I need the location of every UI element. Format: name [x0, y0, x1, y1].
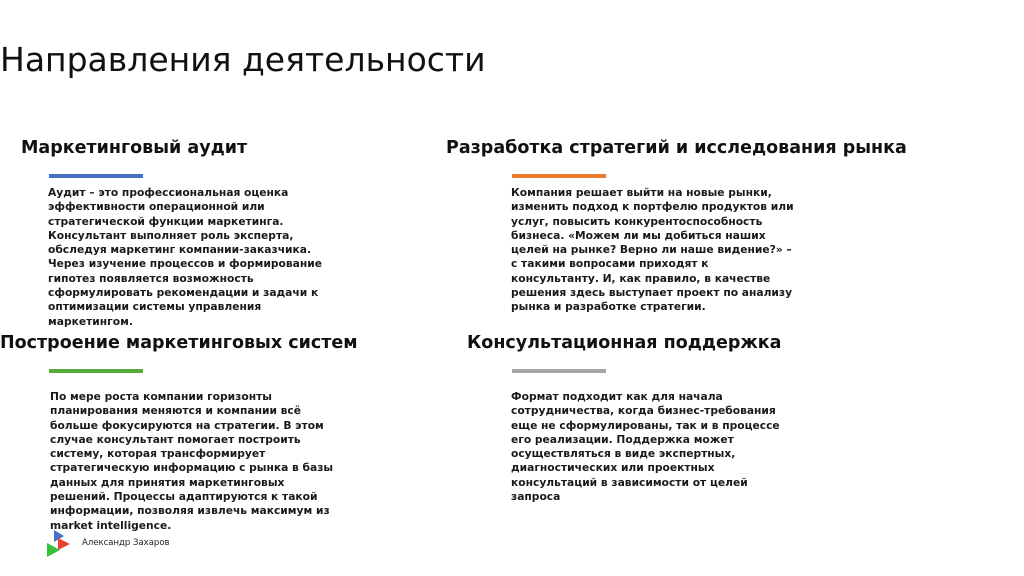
play-triangles-logo-icon	[46, 528, 76, 558]
section-underline-gray	[512, 369, 606, 373]
section-heading-marketing-systems: Построение маркетинговых систем	[0, 333, 358, 353]
section-underline-blue	[49, 174, 143, 178]
section-underline-orange	[512, 174, 606, 178]
footer-author: Александр Захаров	[82, 538, 170, 548]
section-text-consulting: Формат подходит как для начала сотрудничества, когда бизнес-требования еще не сформулированы, так и в процессе его реализации. Поддержка может осуществляться в виде экспертных, диагностических или проектных консультаций в зависимости от целей запроса	[511, 390, 780, 504]
section-heading-consulting: Консультационная поддержка	[467, 333, 782, 353]
page-title: Направления деятельности	[0, 40, 486, 79]
section-text-marketing-audit: Аудит – это профессиональная оценка эффективности операционной или стратегической функции маркетинга. Консультант выполняет роль эксперта, обследуя маркетинг компании-заказчика. Через изучение процессов и формирование гипотез появляется возможность сформулировать рекомендации и задачи к оптимизации системы управления маркетингом.	[48, 186, 322, 328]
section-heading-marketing-audit: Маркетинговый аудит	[21, 138, 248, 158]
section-text-marketing-systems: По мере роста компании горизонты планирования меняются и компании всё больше фокусируются на стратегии. В этом случае консультант помогает построить систему, которая трансформирует стратегическую информацию с рынка в базы данных для принятия маркетинговых решений. Процессы адаптируются к такой информации, позволяя извлечь максимум из market intelligence.	[50, 390, 334, 532]
section-text-strategy: Компания решает выйти на новые рынки, изменить подход к портфелю продуктов или услуг, повысить конкурентоспособность бизнеса. «Можем ли мы добиться наших целей на рынке? Верно ли наше видение?» – с такими вопросами приходят к консультанту. И, как правило, в качестве решения здесь выступает проект по анализу рынка и разработке стратегии.	[511, 186, 794, 314]
section-heading-strategy: Разработка стратегий и исследования рынка	[446, 138, 907, 158]
section-underline-green	[49, 369, 143, 373]
